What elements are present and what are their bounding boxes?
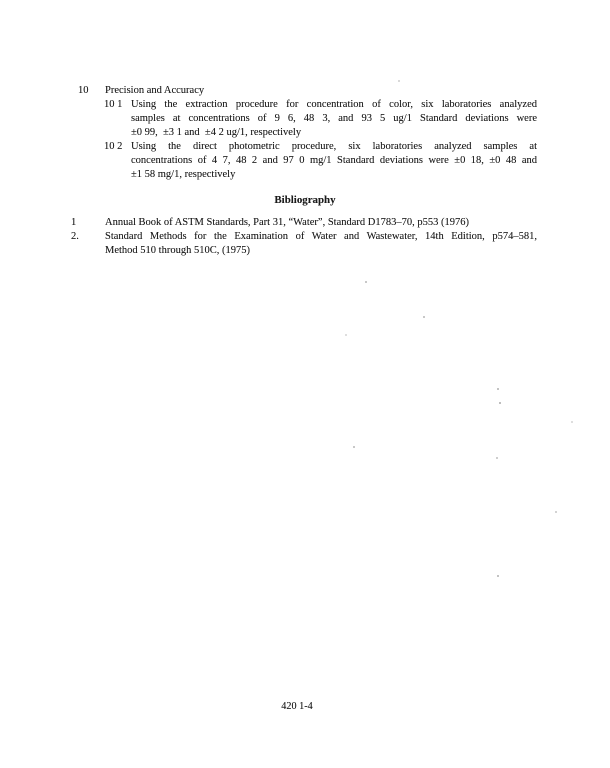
section-title: Precision and Accuracy [105, 85, 205, 96]
scan-speck [555, 511, 557, 513]
text-line: Standard Methods for the Examination of Water and Wastewater, 14th Edition, p574–581, [105, 231, 537, 242]
text-line: Method 510 through 510C, (1975) [105, 245, 250, 256]
text-line: Using the direct photometric procedure, six laboratories analyzed samples at [131, 141, 537, 152]
scan-speck [496, 457, 498, 459]
scan-speck [345, 334, 347, 336]
entry-number: 2. [71, 231, 79, 242]
bibliography-entry-2 [71, 230, 537, 258]
scan-speck [353, 446, 355, 448]
scan-speck [499, 402, 501, 404]
text-line: samples at concentrations of 9 6, 48 3, and 93 5 ug/1 Standard deviations were [131, 113, 537, 124]
entry-number: 1 [71, 217, 77, 228]
text-line: ±1 58 mg/1, respectively [131, 169, 236, 180]
subsection-10-2 [104, 140, 537, 182]
text-line: concentrations of 4 7, 48 2 and 97 0 mg/1 Standard deviations were ±0 18, ±0 48 and [131, 155, 537, 166]
section-number: 10 [78, 85, 89, 96]
scan-speck [571, 421, 573, 423]
subsection-text [131, 98, 537, 140]
scan-speck [365, 281, 367, 283]
scan-speck [398, 80, 400, 82]
scan-speck [423, 316, 425, 318]
scan-speck [497, 575, 499, 577]
scan-speck [497, 388, 499, 390]
bibliography-entry-1 [71, 216, 537, 230]
entry-text [105, 216, 537, 230]
section-heading [78, 84, 204, 98]
subsection-text [131, 140, 537, 182]
subsection-10-1 [104, 98, 537, 140]
subsection-number: 10 2 [104, 141, 123, 152]
subsection-number: 10 1 [104, 99, 123, 110]
bibliography-heading: Bibliography [274, 194, 336, 206]
text-line: Using the extraction procedure for concentration of color, six laboratories analyzed [131, 99, 537, 110]
entry-text [105, 230, 537, 258]
text-line: ±0 99, ±3 1 and ±4 2 ug/1, respectively [131, 127, 302, 138]
text-line: Annual Book of ASTM Standards, Part 31, “Water”, Standard D1783–70, p553 (1976) [105, 217, 469, 228]
page-number: 420 1-4 [281, 701, 313, 712]
